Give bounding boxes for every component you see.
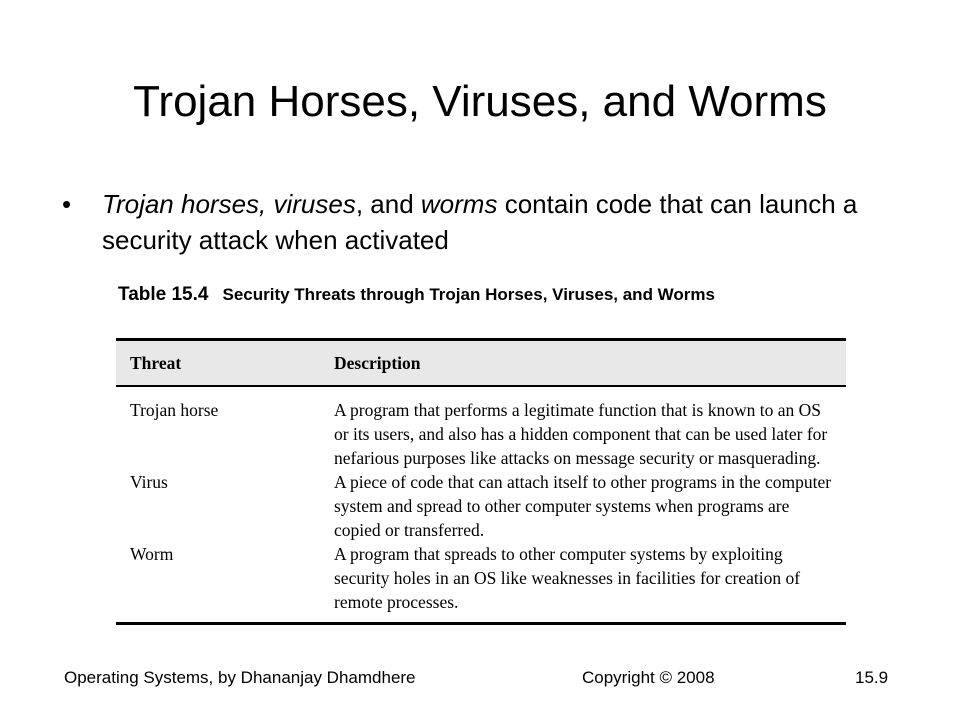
- threat-cell: Trojan horse: [130, 400, 219, 420]
- table-row: [116, 386, 846, 470]
- table-caption-title: Security Threats through Trojan Horses, Viruses, and Worms: [222, 285, 715, 304]
- bullet-marker: •: [62, 189, 72, 219]
- footer-slide-number: 15.9: [855, 668, 889, 687]
- threat-cell: Worm: [116, 542, 320, 624]
- footer-book-credit: Operating Systems, by Dhananjay Dhamdhere: [64, 668, 416, 687]
- table-caption-number: Table 15.4: [118, 284, 209, 305]
- bullet-term-worms: worms: [420, 189, 498, 219]
- table-caption: [118, 283, 818, 307]
- table-row: [116, 470, 846, 542]
- slide-title: Trojan Horses, Viruses, and Worms: [133, 77, 827, 126]
- footer-copyright: Copyright © 2008: [582, 668, 715, 687]
- table-header-row: [116, 340, 846, 387]
- bullet-term-trojans-viruses: Trojan horses, viruses: [102, 189, 356, 219]
- table-row: [116, 542, 846, 624]
- threats-table: [116, 338, 846, 625]
- description-cell: A piece of code that can attach itself to other programs in the computer system and spread to other computer systems when programs are copied or transferred.: [334, 472, 832, 540]
- bullet-text: [102, 186, 862, 258]
- bullet-rest: contain code that can launch a security attack when activated: [102, 189, 858, 255]
- header-description: Description: [320, 340, 846, 387]
- bullet-separator: , and: [355, 189, 421, 219]
- description-cell: A program that spreads to other computer systems by exploiting security holes in an OS like weaknesses in facilities for creation of remote processes.: [320, 542, 846, 624]
- threats-table-container: [116, 338, 846, 625]
- threat-cell: Virus: [130, 472, 168, 492]
- description-cell: A program that performs a legitimate function that is known to an OS or its users, and also has a hidden component that can be used later for nefarious purposes like attacks on message security or masquerading.: [334, 400, 828, 468]
- header-threat: Threat: [116, 340, 320, 387]
